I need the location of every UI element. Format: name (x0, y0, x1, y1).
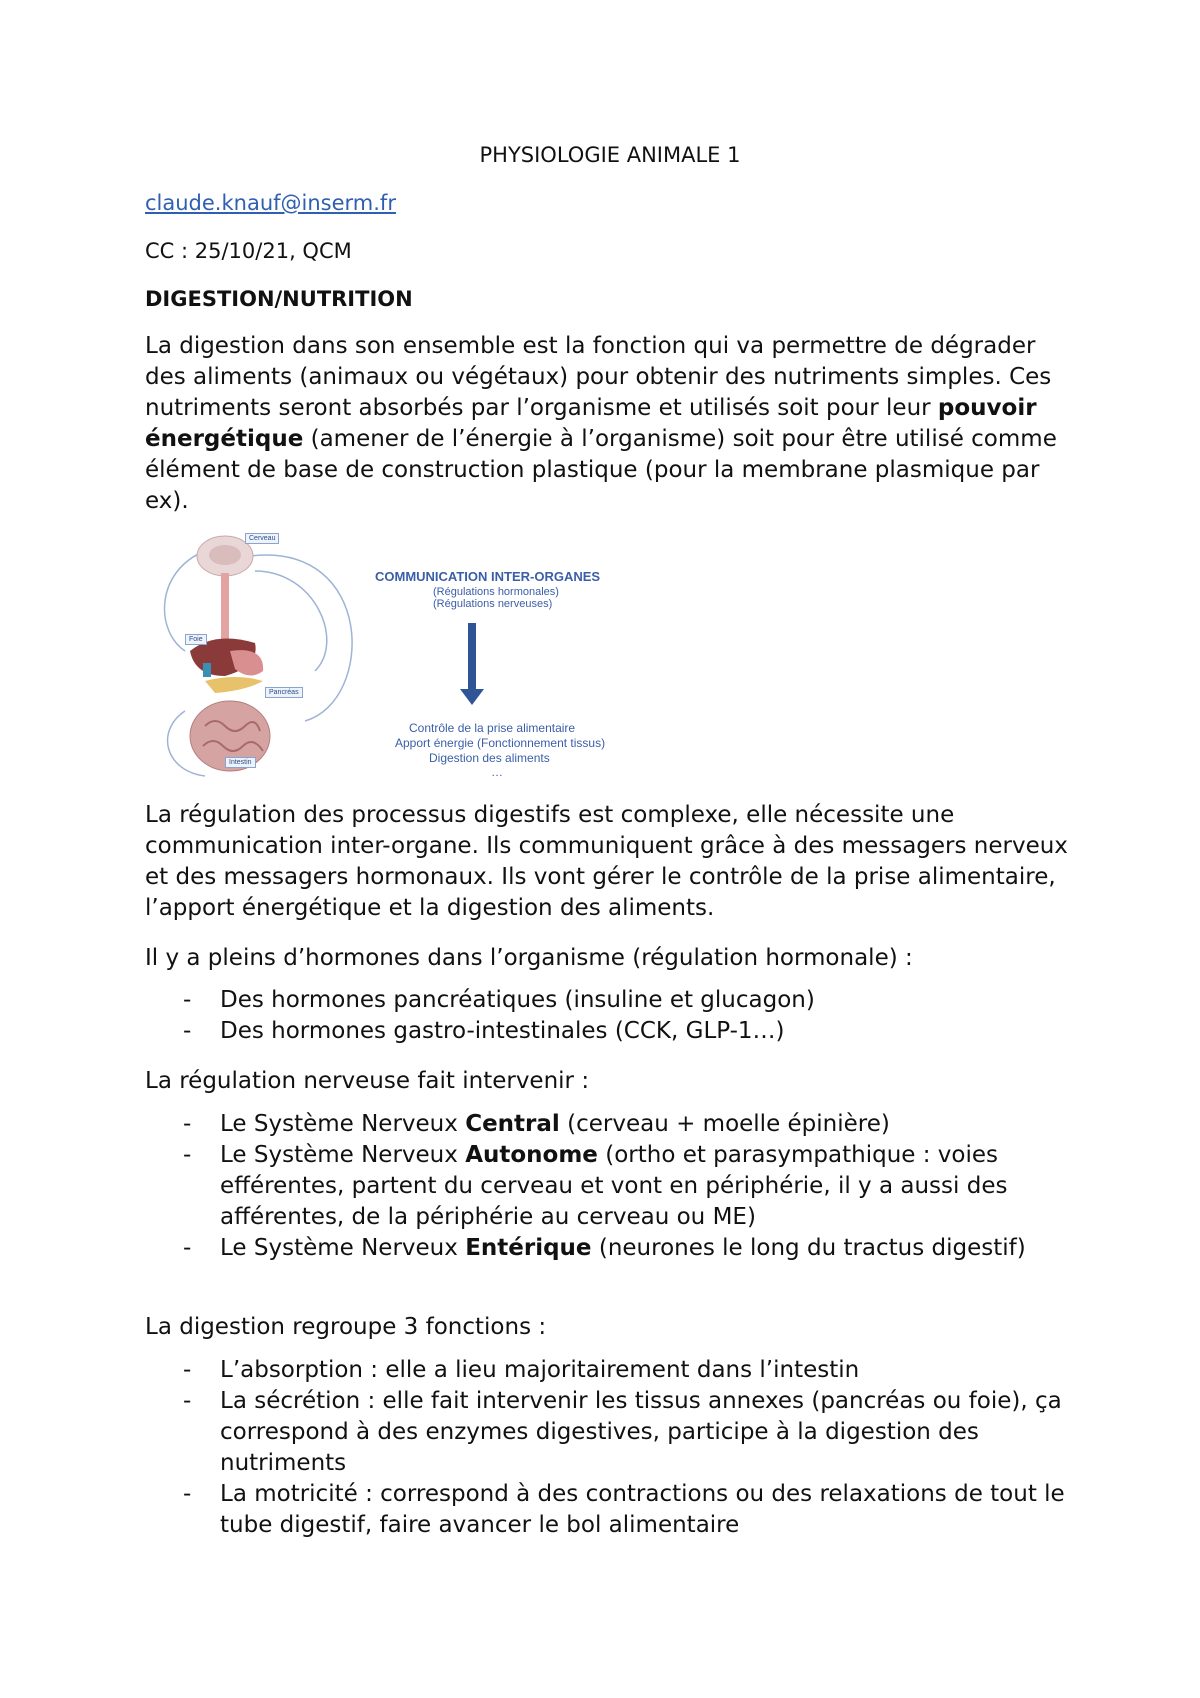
dash-bullet: - (183, 1235, 192, 1261)
figure-outcome-digestion: Digestion des aliments (429, 751, 550, 765)
dash-bullet: - (183, 1111, 192, 1137)
intro-text-1: La digestion dans son ensemble est la fonction qui va permettre de dégrader des aliments (animaux ou végétaux) pour obtenir des nutriments simples. Ces nutriments seront absorbés par l’organisme et utilisés soit pour leur (145, 333, 1052, 421)
list-item (145, 1233, 1075, 1264)
organ-label-intestine: Intestin (225, 757, 256, 768)
intro-paragraph (145, 331, 1075, 517)
dash-bullet: - (183, 1018, 192, 1044)
figure-outcome-energy: Apport énergie (Fonctionnement tissus) (395, 736, 606, 750)
list-item-text: La motricité : correspond à des contractions ou des relaxations de tout le tube digestif, faire avancer le bol alimentaire (220, 1481, 1065, 1538)
inter-organ-figure (145, 531, 625, 791)
list-item (145, 985, 1075, 1016)
hormones-list (145, 985, 1075, 1047)
document-title: PHYSIOLOGIE ANIMALE 1 (479, 143, 741, 167)
list-item (145, 1479, 1075, 1541)
figure-subtitle-hormonal: (Régulations hormonales) (433, 586, 559, 598)
list-item-pre: Le Système Nerveux (220, 1111, 466, 1137)
list-item (145, 1386, 1075, 1479)
list-item-bold: Central (465, 1111, 560, 1137)
intro-bold: pouvoir énergétique (145, 395, 1037, 452)
email-link[interactable]: claude.knauf@inserm.fr (145, 191, 396, 215)
dash-bullet: - (183, 987, 192, 1013)
list-item-bold: Entérique (465, 1235, 592, 1261)
intro-text-2: (amener de l’énergie à l’organisme) soit pour être utilisé comme élément de base de construction plastique (pour la membrane plasmique par ex). (145, 426, 1057, 514)
list-item-text: Des hormones pancréatiques (insuline et glucagon) (220, 987, 815, 1013)
figure-subtitle-nervous: (Régulations nerveuses) (433, 598, 553, 610)
hormones-paragraph: Il y a pleins d’hormones dans l’organisme (régulation hormonale) : (145, 945, 913, 971)
list-item-post: (neurones le long du tractus digestif) (591, 1235, 1026, 1261)
organ-label-pancreas: Pancréas (265, 687, 303, 698)
list-item-text: Des hormones gastro-intestinales (CCK, GLP-1…) (220, 1018, 785, 1044)
list-item (145, 1016, 1075, 1047)
figure-title: COMMUNICATION INTER-ORGANES (375, 569, 601, 584)
list-item-text: La sécrétion : elle fait intervenir les tissus annexes (pancréas ou foie), ça correspond à des enzymes digestives, participe à la digestion des nutriments (220, 1388, 1062, 1476)
dash-bullet: - (183, 1481, 192, 1507)
figure-outcome-ellipsis: … (491, 765, 503, 779)
dash-bullet: - (183, 1357, 192, 1383)
section-heading: DIGESTION/NUTRITION (145, 287, 413, 311)
list-item (145, 1355, 1075, 1386)
organ-label-brain: Cerveau (245, 533, 279, 544)
list-item (145, 1140, 1075, 1233)
dash-bullet: - (183, 1388, 192, 1414)
list-item-post: (cerveau + moelle épinière) (559, 1111, 890, 1137)
organ-label-liver: Foie (185, 634, 207, 645)
figure-outcome-intake: Contrôle de la prise alimentaire (409, 721, 576, 735)
functions-list (145, 1355, 1075, 1541)
list-item-text: L’absorption : elle a lieu majoritairement dans l’intestin (220, 1357, 860, 1383)
nervous-list (145, 1109, 1075, 1264)
list-item-post: (ortho et parasympathique : voies efférentes, partent du cerveau et vont en périphérie, il y a aussi des afférentes, de la périphérie au cerveau ou ME) (220, 1142, 1008, 1230)
functions-paragraph: La digestion regroupe 3 fonctions : (145, 1314, 547, 1340)
list-item-pre: Le Système Nerveux (220, 1235, 466, 1261)
regulation-paragraph: La régulation des processus digestifs est complexe, elle nécessite une communication inter-organe. Ils communiquent grâce à des messagers nerveux et des messagers hormonaux. Ils vont gérer le contrôle de la prise alimentaire, l’apport énergétique et la digestion des aliments. (145, 802, 1068, 921)
list-item-bold: Autonome (465, 1142, 598, 1168)
nervous-paragraph: La régulation nerveuse fait intervenir : (145, 1068, 590, 1094)
list-item (145, 1109, 1075, 1140)
exam-info: CC : 25/10/21, QCM (145, 239, 352, 263)
down-arrow-shaft (468, 623, 476, 691)
list-item-pre: Le Système Nerveux (220, 1142, 466, 1168)
dash-bullet: - (183, 1142, 192, 1168)
down-arrow-head (460, 689, 484, 705)
